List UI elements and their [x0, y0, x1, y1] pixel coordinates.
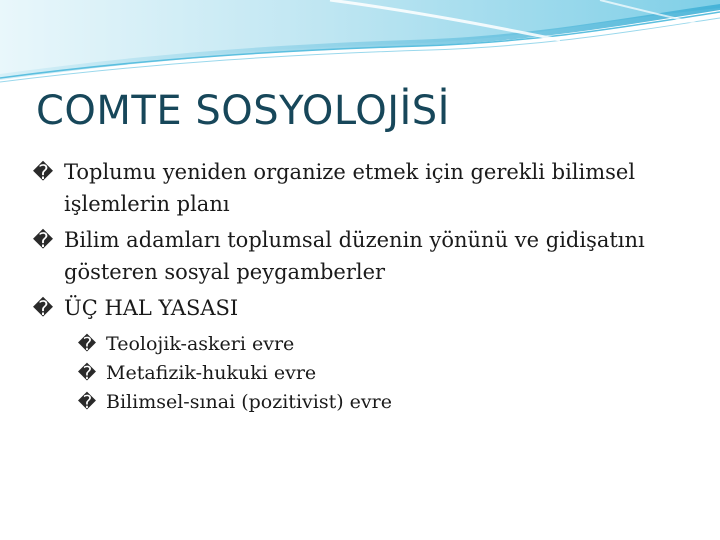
- list-item-text: Bilim adamları toplumsal düzenin yönünü ve gidişatını gösteren sosyal peygamberler: [64, 228, 645, 284]
- list-item-text: ÜÇ HAL YASASI: [64, 296, 239, 320]
- sub-list-item-text: Bilimsel-sınai (pozitivist) evre: [106, 391, 392, 413]
- slide-title: COMTE SOSYOLOJİSİ: [36, 88, 450, 134]
- bullet-icon: �: [32, 160, 54, 184]
- wave-band: [0, 0, 720, 80]
- list-item: [30, 156, 700, 220]
- list-item: [30, 224, 700, 288]
- bullet-icon: �: [77, 392, 97, 413]
- list-item-text: Toplumu yeniden organize etmek için gerekli bilimsel işlemlerin planı: [64, 160, 636, 216]
- sub-list-item: [30, 330, 700, 359]
- sub-list-item: [30, 388, 700, 417]
- bullet-icon: �: [32, 228, 54, 252]
- sub-list-item-text: Teolojik-askeri evre: [106, 333, 295, 355]
- header-wave-decoration: [0, 0, 720, 100]
- list-item: [30, 292, 700, 324]
- bullet-icon: �: [77, 334, 97, 355]
- bullet-icon: �: [77, 363, 97, 384]
- sub-list-item: [30, 359, 700, 388]
- bullet-list: [30, 156, 700, 417]
- sub-list-item-text: Metafizik-hukuki evre: [106, 362, 317, 384]
- bullet-icon: �: [32, 296, 54, 320]
